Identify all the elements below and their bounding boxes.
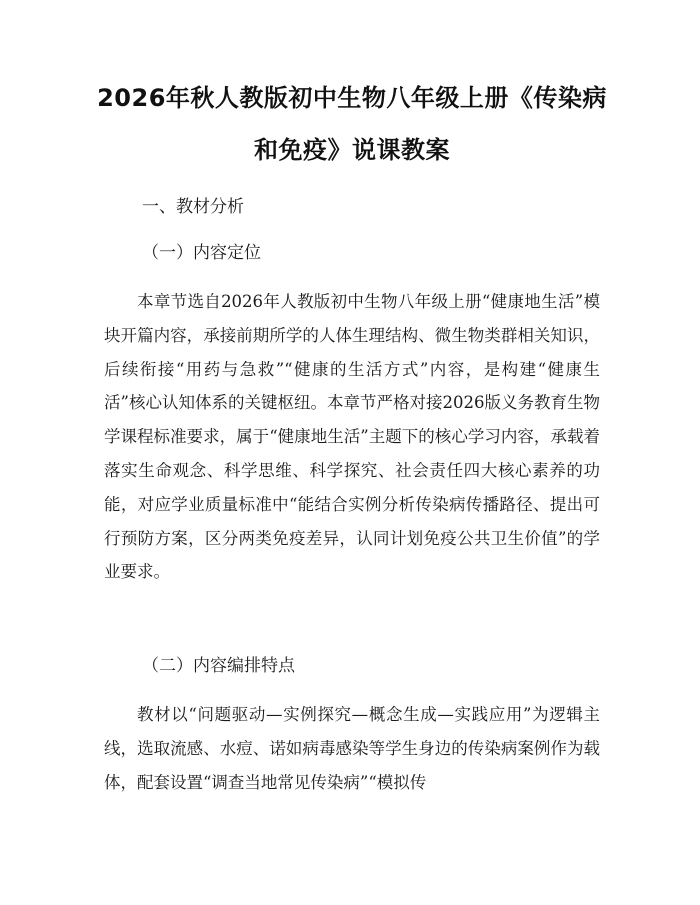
paragraph-content-position: 本章节选自2026年人教版初中生物八年级上册“健康地生活”模块开篇内容，承接前期所学的人体生理结构、微生物类群相关知识，后续衔接“用药与急救”“健康的生活方式”内容，是构建“健康生活”核心认知体系的关键枢纽。本章节严格对接2026版义务教育生物学课程标准要求，属于“健康地生活”主题下的核心学习内容，承载着落实生命观念、科学思维、科学探究、社会责任四大核心素养的功能，对应学业质量标准中“能结合实例分析传染病传播路径、提出可行预防方案，区分两类免疫差异，认同计划免疫公共卫生价值”的学业要求。 bbox=[104, 292, 600, 582]
paragraph-content-arrangement: 教材以“问题驱动—实例探究—概念生成—实践应用”为逻辑主线，选取流感、水痘、诺如病毒感染等学生身边的传染病案例作为载体，配套设置“调查当地常见传染病”“模拟传 bbox=[104, 705, 600, 792]
subsection-heading-content-arrangement: （二）内容编排特点 bbox=[142, 656, 295, 676]
section-heading-textbook-analysis: 一、教材分析 bbox=[142, 197, 244, 217]
subsection-heading-content-position: （一）内容定位 bbox=[142, 243, 261, 263]
document-title: 2026年秋人教版初中生物八年级上册《传染病和免疫》说课教案 bbox=[97, 84, 607, 164]
